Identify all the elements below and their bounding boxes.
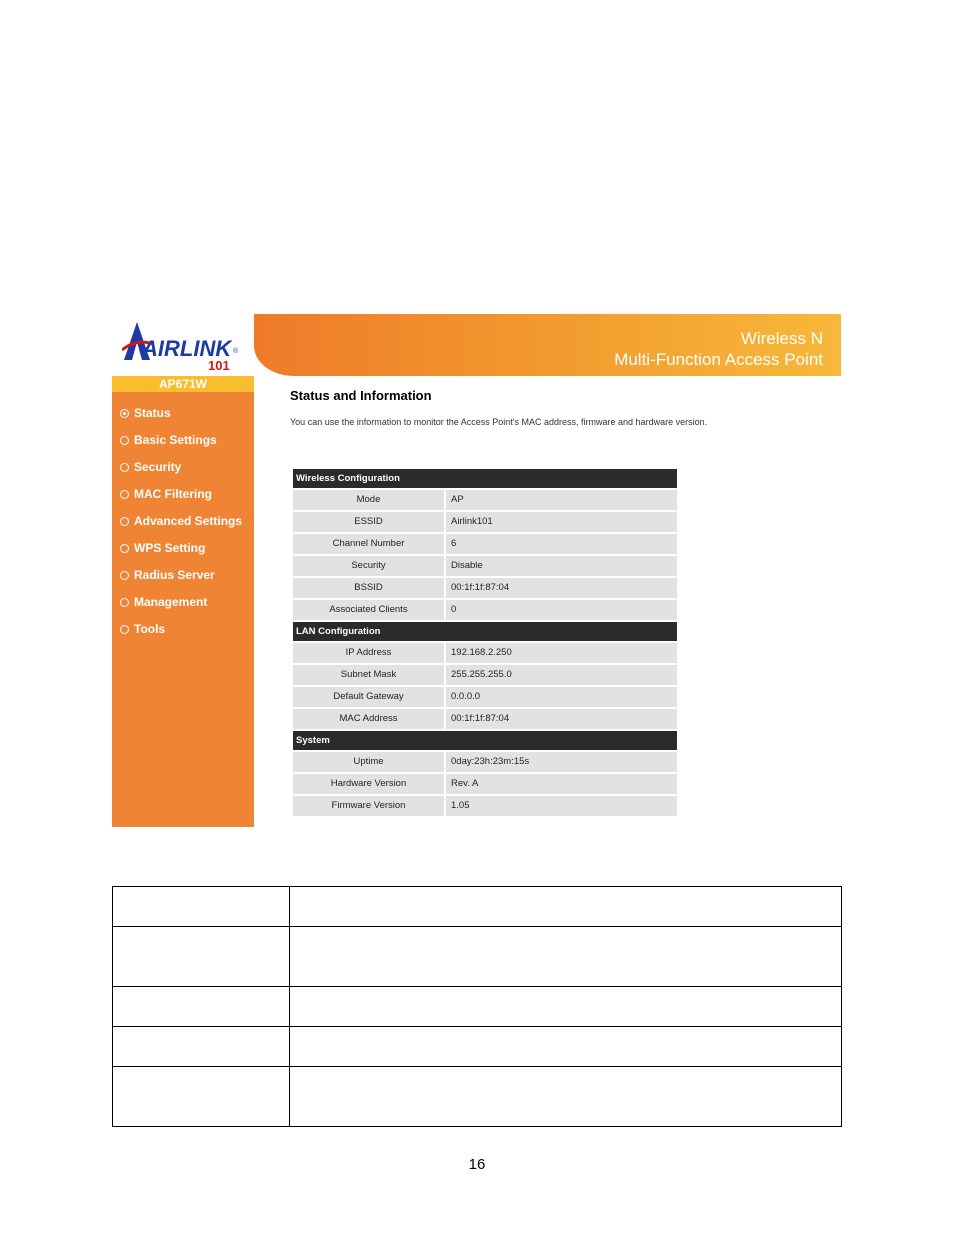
table-row	[113, 1067, 842, 1127]
radio-icon	[120, 436, 129, 445]
router-ui-screenshot	[112, 314, 841, 827]
radio-icon	[120, 517, 129, 526]
radio-icon	[120, 598, 129, 607]
row-value: Airlink101	[446, 512, 677, 532]
section-header-wireless: Wireless Configuration	[293, 469, 677, 488]
sidebar-nav	[112, 376, 254, 827]
row-label: Default Gateway	[293, 687, 444, 707]
row-label: Firmware Version	[293, 796, 444, 816]
page-description: You can use the information to monitor the Access Point's MAC address, firmware and hardware version.	[290, 417, 708, 427]
table-row	[293, 600, 677, 620]
table-row	[293, 512, 677, 532]
row-value: 1.05	[446, 796, 677, 816]
banner-title-line2: Multi-Function Access Point	[614, 350, 823, 369]
sidebar-item-tools[interactable]	[120, 620, 165, 638]
row-value: 255.255.255.0	[446, 665, 677, 685]
sidebar-item-advanced-settings[interactable]	[120, 512, 242, 530]
table-cell	[290, 927, 842, 987]
sidebar-item-wps-setting[interactable]	[120, 539, 205, 557]
row-value: AP	[446, 490, 677, 510]
row-label: Mode	[293, 490, 444, 510]
row-label: MAC Address	[293, 709, 444, 729]
table-cell	[290, 1067, 842, 1127]
table-cell	[113, 1067, 290, 1127]
table-cell	[113, 987, 290, 1027]
row-label: Uptime	[293, 752, 444, 772]
document-table	[112, 886, 842, 1127]
radio-icon	[120, 571, 129, 580]
radio-icon	[120, 463, 129, 472]
row-label: Channel Number	[293, 534, 444, 554]
table-row	[293, 578, 677, 598]
section-header-lan: LAN Configuration	[293, 622, 677, 641]
radio-icon	[120, 544, 129, 553]
sidebar-item-label: Tools	[134, 622, 166, 636]
row-value: Disable	[446, 556, 677, 576]
radio-icon	[120, 490, 129, 499]
page-title: Status and Information	[290, 388, 432, 403]
row-value: 0.0.0.0	[446, 687, 677, 707]
page-number: 16	[468, 1156, 486, 1173]
sidebar-item-radius-server[interactable]	[120, 566, 215, 584]
table-row	[113, 987, 842, 1027]
table-row	[293, 643, 677, 663]
table-row	[293, 752, 677, 772]
sidebar-item-basic-settings[interactable]	[120, 431, 217, 449]
row-label: IP Address	[293, 643, 444, 663]
table-row	[293, 796, 677, 816]
table-cell	[290, 1027, 842, 1067]
row-label: Hardware Version	[293, 774, 444, 794]
sidebar-item-label: Radius Server	[134, 568, 215, 582]
sidebar-item-management[interactable]	[120, 593, 207, 611]
row-value: 192.168.2.250	[446, 643, 677, 663]
sidebar-item-label: MAC Filtering	[134, 487, 212, 501]
sidebar-item-label: Status	[134, 406, 171, 420]
row-value: 6	[446, 534, 677, 554]
row-label: ESSID	[293, 512, 444, 532]
table-cell	[290, 887, 842, 927]
table-cell	[113, 927, 290, 987]
row-value: 0	[446, 600, 677, 620]
sidebar-item-security[interactable]	[120, 458, 181, 476]
table-row	[293, 774, 677, 794]
header-banner	[254, 314, 841, 376]
table-row	[113, 1027, 842, 1067]
radio-selected-icon	[120, 409, 129, 418]
row-label: BSSID	[293, 578, 444, 598]
table-cell	[113, 887, 290, 927]
status-table	[293, 469, 677, 818]
section-header-system: System	[293, 731, 677, 750]
sidebar-item-label: Advanced Settings	[134, 514, 243, 528]
row-value: 00:1f:1f:87:04	[446, 578, 677, 598]
sidebar-item-label: Basic Settings	[134, 433, 217, 447]
row-label: Associated Clients	[293, 600, 444, 620]
row-label: Subnet Mask	[293, 665, 444, 685]
row-value: 0day:23h:23m:15s	[446, 752, 677, 772]
banner-title-line1: Wireless N	[740, 329, 823, 348]
table-row	[293, 687, 677, 707]
table-row	[293, 534, 677, 554]
sidebar-item-label: Management	[134, 595, 208, 609]
row-value: Rev. A	[446, 774, 677, 794]
table-row	[293, 490, 677, 510]
table-row	[113, 927, 842, 987]
table-cell	[113, 1027, 290, 1067]
registered-mark: ®	[233, 348, 239, 355]
row-label: Security	[293, 556, 444, 576]
table-cell	[290, 987, 842, 1027]
sidebar-item-status[interactable]	[120, 404, 171, 422]
logo-suffix: 101	[208, 358, 230, 373]
sidebar-item-label: WPS Setting	[134, 541, 206, 555]
logo-brand: AIRLINK	[142, 336, 232, 361]
table-row	[113, 887, 842, 927]
row-value: 00:1f:1f:87:04	[446, 709, 677, 729]
table-row	[293, 665, 677, 685]
table-row	[293, 556, 677, 576]
table-row	[293, 709, 677, 729]
airlink-logo	[112, 314, 254, 376]
radio-icon	[120, 625, 129, 634]
model-label: AP671W	[112, 376, 254, 392]
sidebar-item-mac-filtering[interactable]	[120, 485, 212, 503]
sidebar-item-label: Security	[134, 460, 182, 474]
